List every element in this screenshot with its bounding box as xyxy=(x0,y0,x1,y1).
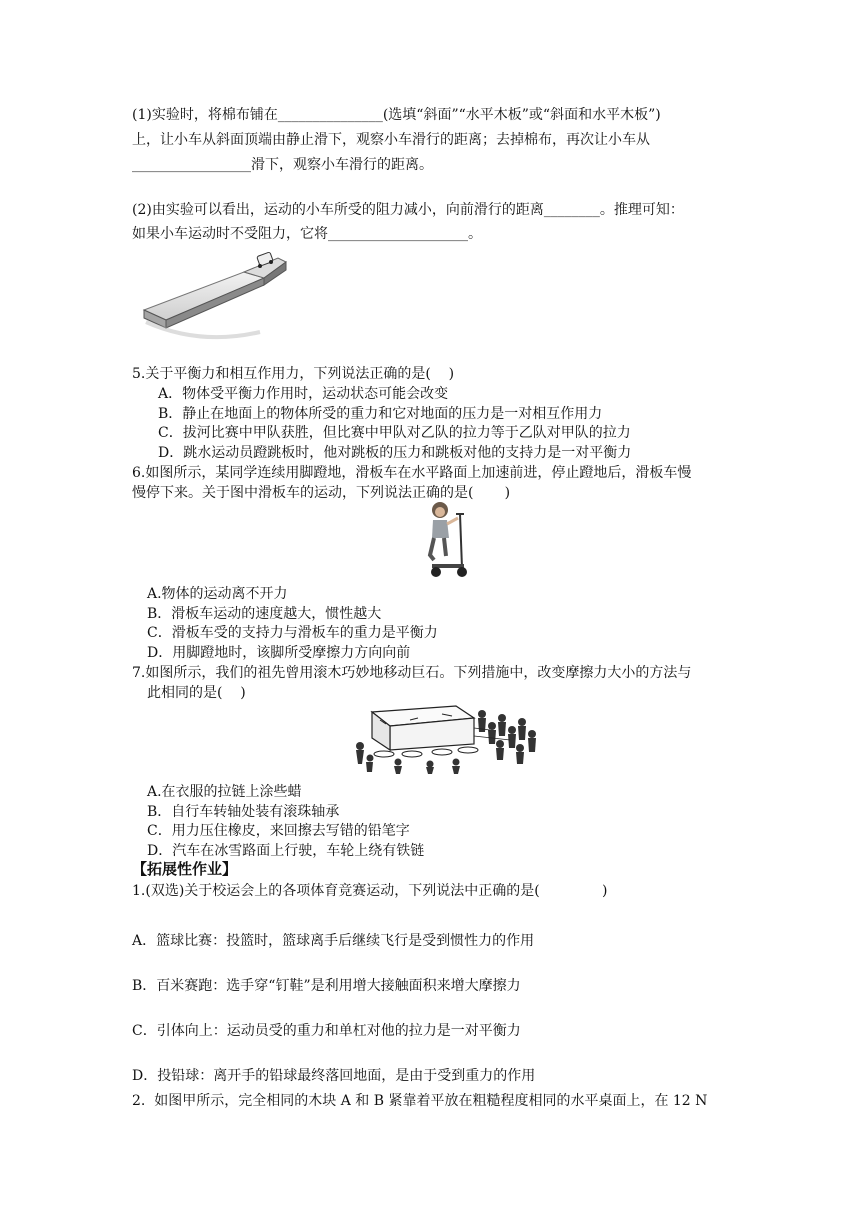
ext2-stem: 2. 如图甲所示，完全相同的木块 A 和 B 紧靠着平放在粗糙程度相同的水平桌面上，在 12 N xyxy=(132,1093,708,1109)
ext1-option-d: D．投铅球：离开手的铅球最终落回地面，是由于受到重力的作用 xyxy=(132,1068,536,1084)
rolling-logs-figure xyxy=(350,700,545,775)
q7-option-a: A.在衣服的拉链上涂些蜡 xyxy=(147,784,302,800)
q5-option-d: D．跳水运动员蹬跳板时，他对跳板的压力和跳板对他的支持力是一对平衡力 xyxy=(158,445,632,461)
q6-option-a: A.物体的运动离不开力 xyxy=(147,586,288,602)
q4-part1-line3: _________________滑下，观察小车滑行的距离。 xyxy=(132,157,433,173)
q5-option-a: A．物体受平衡力作用时，运动状态可能会改变 xyxy=(158,386,449,402)
ext1-stem: 1.(双选)关于校运会上的各项体育竞赛运动，下列说法中正确的是( ) xyxy=(132,883,608,899)
ramp-board-figure xyxy=(140,250,300,346)
ext1-option-c: C．引体向上：运动员受的重力和单杠对他的拉力是一对平衡力 xyxy=(132,1023,521,1039)
scooter-child-figure xyxy=(418,500,474,580)
ext1-option-a: A．篮球比赛：投篮时，篮球离手后继续飞行是受到惯性力的作用 xyxy=(132,933,535,949)
q6-option-c: C．滑板车受的支持力与滑板车的重力是平衡力 xyxy=(147,625,438,641)
q5-option-b: B．静止在地面上的物体所受的重力和它对地面的压力是一对相互作用力 xyxy=(158,406,603,422)
q4-part2-line2: 如果小车运动时不受阻力，它将____________________。 xyxy=(132,226,482,242)
q4-part1-line2: 上，让小车从斜面顶端由静止滑下，观察小车滑行的距离；去掉棉布，再次让小车从 xyxy=(132,132,650,148)
q7-stem-line2: 此相同的是( ) xyxy=(147,685,246,701)
q5-stem: 5.关于平衡力和相互作用力，下列说法正确的是( ) xyxy=(132,366,455,382)
q6-stem-line1: 6.如图所示，某同学连续用脚蹬地，滑板车在水平路面上加速前进，停止蹬地后，滑板车慢 xyxy=(132,465,692,481)
q7-option-c: C．用力压住橡皮，来回擦去写错的铅笔字 xyxy=(147,823,410,839)
q4-part1-line1: (1)实验时，将棉布铺在_______________(选填“斜面”“水平木板”或“斜面和水平木板”) xyxy=(132,107,661,123)
q6-option-d: D．用脚蹬地时，该脚所受摩擦力方向向前 xyxy=(147,645,411,661)
q6-stem-line2: 慢停下来。关于图中滑板车的运动，下列说法正确的是( ) xyxy=(132,485,511,501)
q4-part2-line1: (2)由实验可以看出，运动的小车所受的阻力减小，向前滑行的距离________。推理可知： xyxy=(132,202,684,218)
q7-option-b: B．自行车转轴处装有滚珠轴承 xyxy=(147,804,340,820)
q6-option-b: B．滑板车运动的速度越大，惯性越大 xyxy=(147,606,382,622)
ext1-option-b: B．百米赛跑：选手穿“钉鞋”是利用增大接触面积来增大摩擦力 xyxy=(132,978,521,994)
q7-stem-line1: 7.如图所示，我们的祖先曾用滚木巧妙地移动巨石。下列措施中，改变摩擦力大小的方法与 xyxy=(132,665,692,681)
q7-option-d: D．汽车在冰雪路面上行驶，车轮上绕有铁链 xyxy=(147,843,425,859)
section-title: 【拓展性作业】 xyxy=(132,860,238,878)
q5-option-c: C．拔河比赛中甲队获胜，但比赛中甲队对乙队的拉力等于乙队对甲队的拉力 xyxy=(158,425,631,441)
